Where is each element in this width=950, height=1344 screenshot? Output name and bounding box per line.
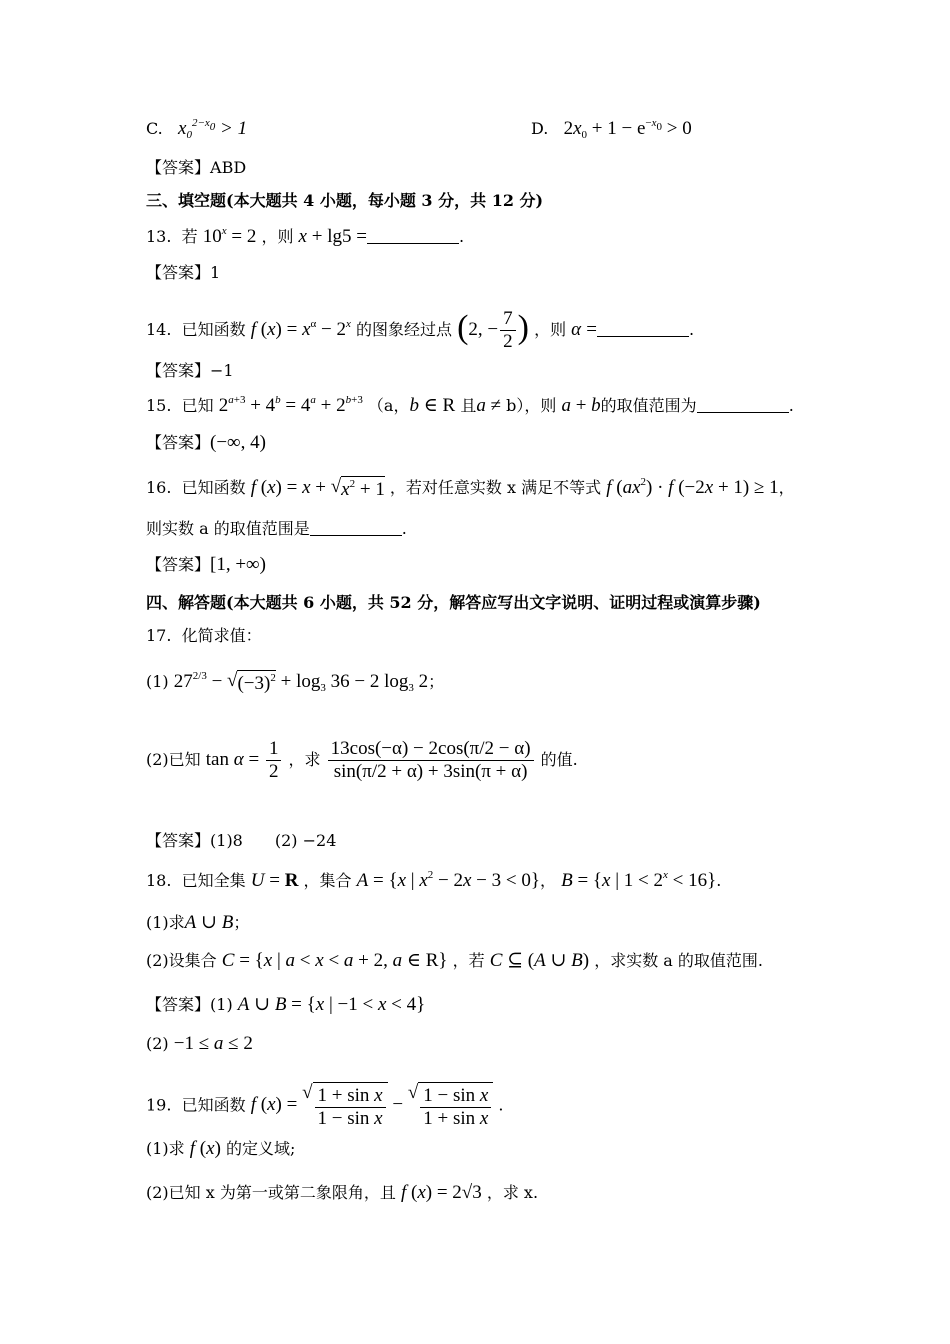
question-15: 15. 已知 $2^{a+3} + 4^b = 4^a + 2^{b+3}$ （a，b ∈ R 且a ≠ b），则 a + b的取值范围为 . — [146, 394, 794, 416]
option-d — [531, 118, 692, 140]
option-c-label: C. — [146, 119, 163, 138]
answer-12: 【答案】ABD — [146, 158, 247, 177]
answer-13: 【答案】1 — [146, 263, 221, 282]
question-18: 18. 已知全集 U = R ，集合 A = {x | $x^2 - 2x - 3 < 0$}， B = {x | $1 < 2^x < 16$}. — [146, 869, 722, 891]
question-18-part1: (1)求A ∪ B； — [146, 912, 250, 933]
section-4-title: 四、解答题(本大题共 6 小题，共 52 分，解答应写出文字说明、证明过程或演算步骤) — [146, 593, 761, 612]
answer-blank[interactable] — [697, 398, 789, 413]
answer-blank[interactable] — [310, 521, 402, 536]
question-14: 14. 已知函数 f $(x) = x^\alpha - 2^x$ 的图象经过点 (2, − $\frac{7}{2}$ ) ，则 α = . — [146, 308, 695, 352]
question-13: 13. 若 $10^x = 2$ ，则 x + lg5 = . — [146, 225, 465, 247]
answer-18-part2: (2) −1 ≤ a ≤ 2 — [146, 1033, 253, 1054]
question-16: 16. 已知函数 f (x) = x + √ $x^2 + 1$ ，若对任意实数 x 满足不等式 f $(ax^2) \cdot f$ (−2x + 1) ≥ 1， — [146, 475, 795, 500]
answer-14: 【答案】−1 — [146, 361, 234, 380]
answer-17: 【答案】(1)8 (2) −24 — [146, 831, 337, 850]
option-d-expr: $2x_0 + 1 - e^{-x_0} > 0$ — [563, 117, 692, 141]
question-17: 17. 化简求值： — [146, 626, 262, 645]
answer-15: 【答案】(−∞, 4) — [146, 432, 266, 453]
question-19: 19. 已知函数 f (x) = √ $\frac{\text{1 + sin x}}{\text{1 − sin x}}$ − √ $\frac{\text{1 − sin x}}{\text{1 + sin x}}$ . — [146, 1082, 504, 1129]
answer-blank[interactable] — [367, 229, 459, 244]
option-c — [146, 118, 247, 140]
option-d-label: D. — [531, 119, 549, 138]
question-17-part2: (2)已知 tan α = $\frac{1}{2}$ ，求 $\frac{13\cos(-\alpha) - 2\cos(\pi/2 - \alpha)}{\sin(\pi/2 + \alpha) + 3\sin(\pi + \alpha)}$ 的值. — [146, 738, 578, 782]
question-19-part2: (2)已知 x 为第一或第二象限角，且 f (x) = 2√3 ，求 x. — [146, 1182, 539, 1203]
question-18-part2: (2)设集合 C = {x | a < x < a + 2, a ∈ R} ，若 C ⊆ (A ∪ B) ，求实数 a 的取值范围. — [146, 950, 764, 971]
answer-18: 【答案】(1) A ∪ B = {x | −1 < x < 4} — [146, 994, 426, 1015]
question-19-part1: (1)求 f (x) 的定义域; — [146, 1138, 296, 1159]
answer-blank[interactable] — [597, 322, 689, 337]
question-16-line2: 则实数 a 的取值范围是 . — [146, 519, 407, 538]
section-3-title: 三、填空题(本大题共 4 小题，每小题 3 分，共 12 分) — [146, 191, 544, 210]
option-c-expr: $x_0^{2-x_0} > 1$ — [178, 117, 248, 141]
answer-16: 【答案】[1, +∞) — [146, 554, 266, 575]
question-17-part1: (1) $27^{2/3}$ − √ $(-3)^2$ + $\log_3 36 - 2$ $\log_3 2$； — [146, 669, 445, 694]
